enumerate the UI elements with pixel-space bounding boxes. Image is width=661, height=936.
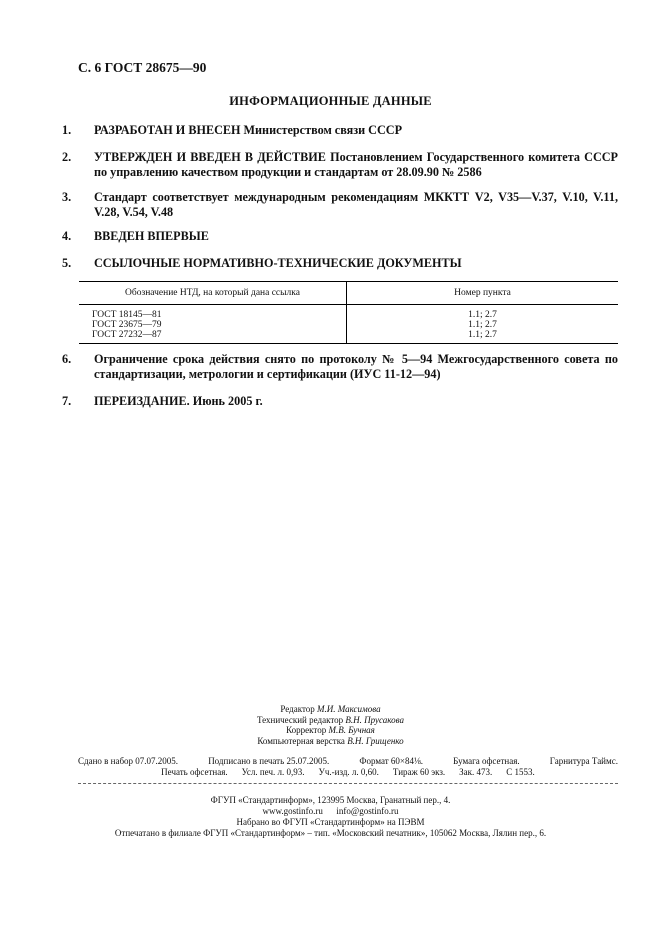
print-info (78, 756, 618, 778)
document-cell: ГОСТ 23675—79 (79, 320, 347, 330)
credit-line (0, 736, 661, 747)
clause-cell: 1.1; 2.7 (347, 330, 619, 344)
print-detail: Тираж 60 экз. (392, 767, 446, 777)
info-item-6 (62, 352, 618, 382)
credit-person: В.Н. Прусакова (345, 714, 405, 725)
page-header: С. 6 ГОСТ 28675—90 (78, 60, 207, 75)
clause-cell: 1.1; 2.7 (468, 320, 497, 330)
print-detail: Гарнитура Таймс. (549, 756, 618, 766)
item-text: Стандарт соответствует международным рекомендациям МККТТ V2, V35—V.37, V.10, V.11, V.28, V.54, V.48 (94, 190, 618, 219)
print-detail: Формат 60×84⅛. (359, 756, 423, 766)
reference-documents-table (79, 281, 618, 344)
item-heading: ПЕРЕИЗДАНИЕ. (94, 394, 190, 408)
info-item-3 (62, 190, 618, 220)
publisher-line: Набрано во ФГУП «Стандартинформ» на ПЭВМ (236, 817, 425, 827)
item-heading: РАЗРАБОТАН И ВНЕСЕН (94, 123, 241, 137)
publisher-line: ФГУП «Стандартинформ», 123995 Москва, Гранатный пер., 4. (210, 795, 451, 805)
item-text: Постановлением Государственного комитета СССР по управлению качеством продукции и стандартам от 28.09.90 № 2586 (94, 150, 618, 179)
credit-line (0, 704, 661, 715)
item-number: 6. (62, 352, 72, 366)
print-info-line (78, 767, 618, 778)
table-header-row (79, 282, 618, 305)
table-row (79, 305, 618, 321)
column-header-clause: Номер пункта (347, 282, 619, 305)
item-number: 2. (62, 150, 72, 164)
item-heading: УТВЕРЖДЕН И ВВЕДЕН В ДЕЙСТВИЕ (94, 150, 326, 164)
section-title: ИНФОРМАЦИОННЫЕ ДАННЫЕ (229, 94, 432, 108)
credit-person: М.И. Максимова (317, 704, 381, 714)
print-detail: С 1553. (506, 767, 535, 777)
credit-role: Компьютерная верстка (257, 735, 345, 746)
print-detail: Бумага офсетная. (453, 756, 520, 766)
print-info-line (78, 756, 618, 767)
info-item-2 (62, 150, 618, 180)
info-item-7 (62, 394, 618, 409)
info-item-5 (62, 256, 618, 271)
credit-role: Корректор (286, 725, 327, 735)
credits-block (0, 704, 661, 746)
credit-line (0, 725, 661, 736)
table-row (79, 330, 618, 344)
credit-line (0, 715, 661, 726)
print-detail: Подписано в печать 25.07.2005. (208, 756, 330, 766)
credit-person: В.Н. Грищенко (347, 735, 404, 746)
print-detail: Зак. 473. (459, 767, 493, 777)
credit-role: Редактор (280, 704, 315, 714)
item-number: 1. (62, 123, 72, 137)
column-header-document: Обозначение НТД, на который дана ссылка (79, 282, 347, 305)
item-number: 7. (62, 394, 72, 408)
item-text: Ограничение срока действия снято по протоколу № 5—94 Межгосударственного совета по стандартизации, метрологии и сертификации (ИУС 11-12—94) (94, 352, 618, 381)
print-detail: Уч.-изд. л. 0,60. (318, 767, 379, 777)
divider (78, 783, 618, 784)
table-row (79, 320, 618, 330)
item-number: 5. (62, 256, 72, 270)
credit-role: Технический редактор (256, 714, 344, 725)
info-item-1 (62, 123, 618, 138)
item-heading: ВВЕДЕН ВПЕРВЫЕ (94, 229, 209, 243)
clause-cell: 1.1; 2.7 (468, 310, 497, 320)
publisher-line: www.gostinfo.ru info@gostinfo.ru (262, 806, 399, 816)
item-number: 4. (62, 229, 72, 243)
item-text: Министерством связи СССР (240, 123, 403, 137)
info-item-4 (62, 229, 618, 244)
publisher-line: Отпечатано в филиале ФГУП «Стандартинформ» – тип. «Московский печатник», 105062 Москва, Лялин пер., 6. (114, 828, 547, 838)
print-detail: Печать офсетная. (161, 767, 228, 777)
print-detail: Сдано в набор 07.07.2005. (78, 756, 179, 766)
credit-person: М.В. Бучная (328, 725, 375, 735)
item-number: 3. (62, 190, 72, 204)
document-cell: ГОСТ 27232—87 (79, 330, 347, 344)
document-cell: ГОСТ 18145—81 (79, 305, 347, 321)
publisher-block (0, 795, 661, 839)
item-text: Июнь 2005 г. (189, 394, 263, 408)
print-detail: Усл. печ. л. 0,93. (241, 767, 305, 777)
item-heading: ССЫЛОЧНЫЕ НОРМАТИВНО-ТЕХНИЧЕСКИЕ ДОКУМЕНТЫ (94, 256, 462, 270)
